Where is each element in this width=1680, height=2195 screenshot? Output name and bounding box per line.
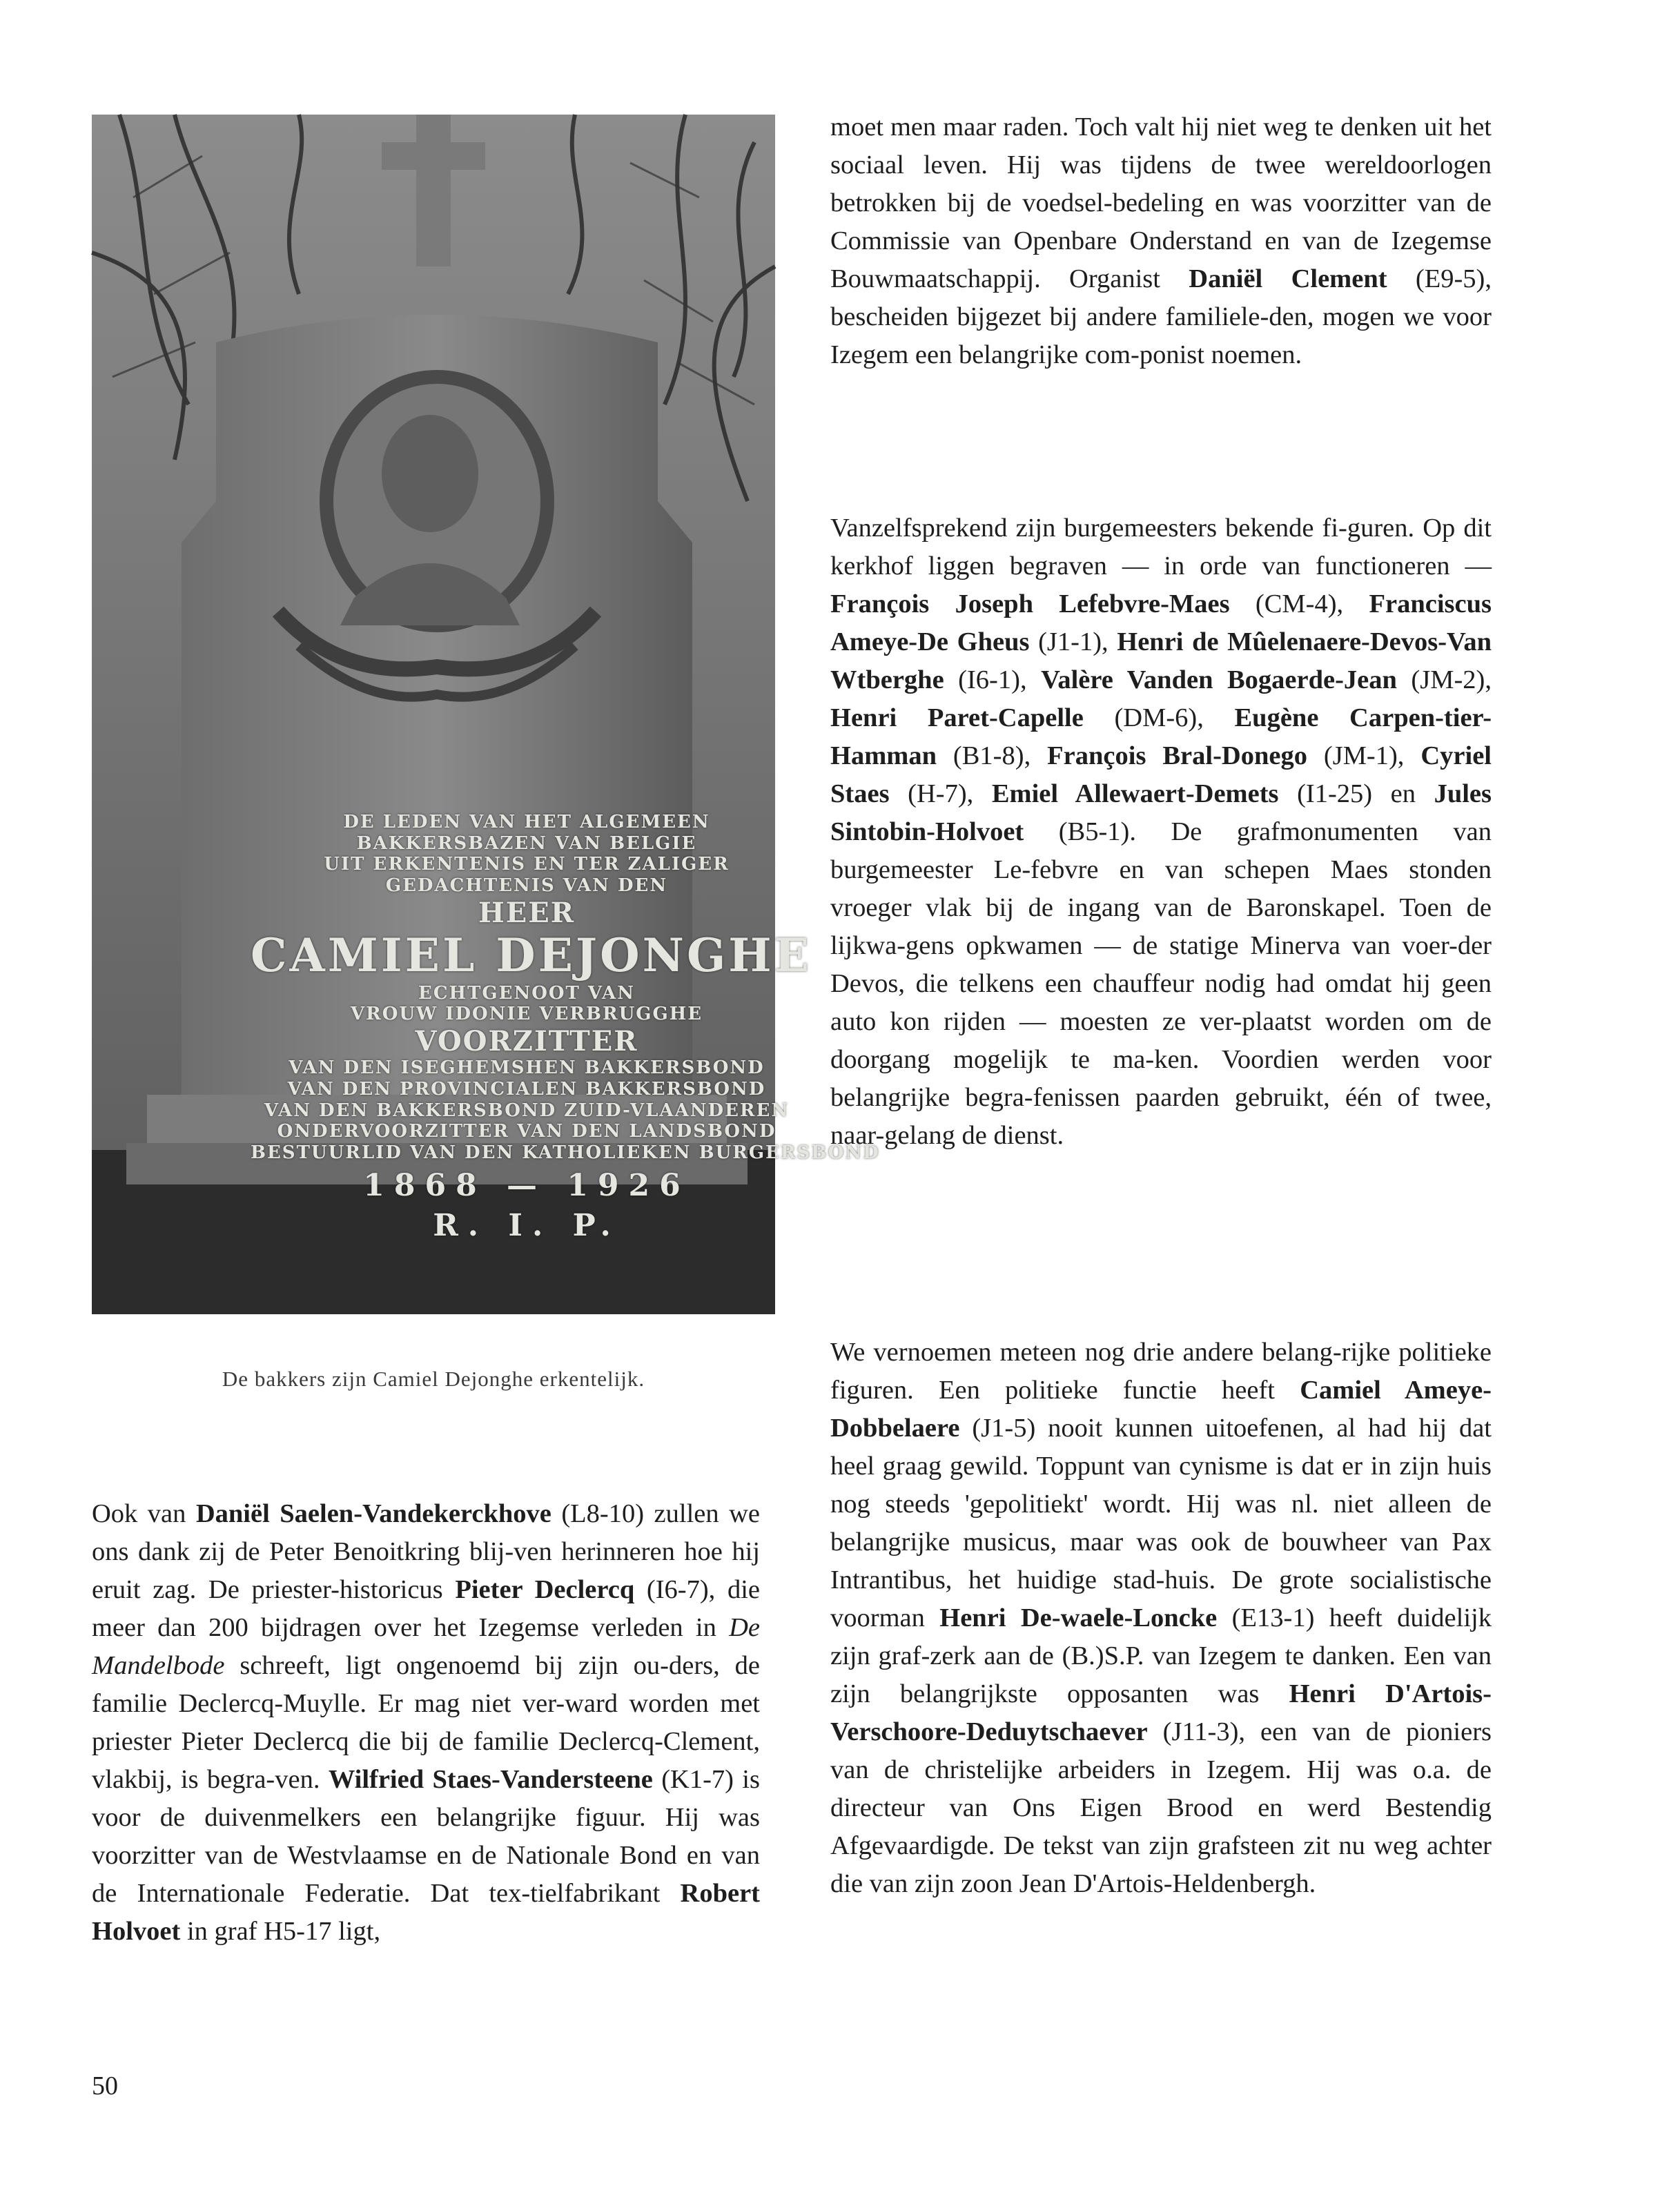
paragraph [830,1334,1492,1903]
person-name: François Joseph Lefebvre-Maes [830,589,1230,618]
inscription-line: BESTUURLID VAN DEN KATHOLIEKEN BURGERSBOND [251,1142,880,1163]
text-run: (J1-1), [1029,627,1117,656]
text-run: (JM-2), [1396,665,1492,694]
person-name: Jules Sintobin-Holvoet [830,779,1492,846]
inscription-name: CAMIEL DEJONGHE [251,928,812,982]
paragraph [92,1495,760,1951]
tombstone-photo [92,115,880,1314]
text-run: (J1-5) nooit kunnen uitoefenen, al had hij dat heel graag gewild. Toppunt van cynisme is dat er in zijn huis nog steeds 'gepolitiekt' wordt. Hij was nl. niet alleen de belangrijke musicus, maar was ook de bouwheer van Pax Intrantibus, het huidige stad-huis. De grote socialistische voorman [830,1414,1492,1632]
person-name: Cyriel Staes [830,741,1492,808]
inscription-line: UIT ERKENTENIS EN TER ZALIGER [324,854,730,875]
text-run: (K1-7) is voor de duivenmelkers een belangrijke figuur. Hij was voorzitter van de Westvlaamse en de Nationale Bond en van de Internationale Federatie. Dat tex-tielfabrikant [92,1765,760,1908]
person-name: Camiel Ameye-Dobbelaere [830,1376,1492,1443]
inscription-line: HEER [478,896,575,929]
right-column-paragraph-2 [830,509,1492,1155]
text-run: (L8-10) zullen we ons dank zij de Peter Benoitkring blij-ven herinneren hoe hij eruit zag. De priester-historicus [92,1499,760,1604]
person-name: Henri D'Artois-Verschoore-Deduytschaever [830,1679,1492,1746]
person-name: Eugène Carpen-tier-Hamman [830,703,1492,770]
text-run: in graf H5-17 ligt, [180,1917,381,1946]
inscription-line: DE LEDEN VAN HET ALGEMEEN [343,812,710,832]
text-run: (E9-5), bescheiden bijgezet bij andere familiele-den, mogen we voor Izegem een belangrijke com-ponist noemen. [830,264,1492,369]
person-name: Henri De-waele-Loncke [939,1603,1218,1632]
person-name: Henri de Mûelenaere-Devos-Van Wtberghe [830,627,1492,694]
person-name: Wilfried Staes-Vandersteene [328,1765,653,1794]
text-run: (I6-7), die meer dan 200 bijdragen over het Izegemse verleden in [92,1575,761,1642]
text-run: schreeft, ligt ongenoemd bij zijn ou-ders, de familie Declercq-Muylle. Er mag niet ver-ward worden met priester Pieter Declercq die bij de familie Declercq-Clement, vlakbij, is begra-ven. [92,1651,760,1794]
photo-caption: De bakkers zijn Camiel Dejonghe erkentelijk. [222,1367,645,1391]
person-name: Daniël Clement [1189,264,1387,293]
text-run: (JM-1), [1307,741,1421,770]
page-number: 50 [92,2071,118,2100]
inscription-years: 1868 — 1926 [363,1167,690,1203]
text-run: (E13-1) heeft duidelijk zijn graf-zerk aan de (B.)S.P. van Izegem te danken. Een van zijn belangrijkste opposanten was [830,1603,1492,1708]
text-run: (CM-4), [1229,589,1369,618]
paragraph [830,108,1492,374]
tombstone-inscription [251,812,880,1243]
person-name: Robert Holvoet [92,1879,760,1946]
person-name: Valère Vanden Bogaerde-Jean [1041,665,1397,694]
right-column-paragraph-3 [830,1334,1492,1903]
person-name: François Bral-Donego [1047,741,1307,770]
inscription-line: ONDERVOORZITTER VAN DEN LANDSBOND [277,1121,776,1142]
inscription-line: VROUW IDONIE VERBRUGGHE [350,1004,703,1025]
text-run: (H-7), [889,779,992,808]
text-run: moet men maar raden. Toch valt hij niet weg te denken uit het sociaal leven. Hij was tijdens de twee wereldoorlogen betrokken bij de voedsel-bedeling en was voorzitter van de Commissie van Openbare Onderstand en van de Izegemse Bouwmaatschappij. Organist [830,113,1492,293]
inscription-line: VAN DEN PROVINCIALEN BAKKERSBOND [287,1078,766,1100]
text-run: Vanzelfsprekend zijn burgemeesters bekende fi-guren. Op dit kerkhof liggen begraven — in orde van functioneren — [830,514,1492,581]
text-run: Ook van [92,1499,196,1528]
person-name: Daniël Saelen-Vandekerckhove [195,1499,551,1528]
inscription-line: VAN DEN ISEGHEMSHEN BAKKERSBOND [289,1057,765,1079]
text-run: (B1-8), [937,741,1048,770]
text-run: (I1-25) en [1278,779,1434,808]
inscription-line: ECHTGENOOT VAN [418,982,635,1004]
text-run: (B5-1). De grafmonumenten van burgemeester Le-febvre en van schepen Maes stonden vroeger vlak bij de ingang van de Baronskapel. Toen de lijkwa-gens opkwamen — de statige Minerva van voer-der Devos, die telkens een chauffeur nodig had omdat hij geen auto kon rijden — moesten ze ver-plaatst worden om de doorgang mogelijk te ma-ken. Voordien werden voor belangrijke begra-fenissen paarden gebruikt, één of twee, naar-gelang de dienst. [830,817,1492,1150]
person-name: Emiel Allewaert-Demets [991,779,1279,808]
publication-title: De Mandelbode [92,1613,760,1680]
paragraph [830,509,1492,1155]
person-name: Franciscus Ameye-De Gheus [830,589,1492,656]
text-run: (I6-1), [944,665,1042,694]
inscription-line: VAN DEN BAKKERSBOND ZUID-VLAANDEREN [264,1100,790,1121]
left-column [92,1495,760,1951]
inscription-rip: R. I. P. [433,1207,621,1243]
inscription-line: BAKKERSBAZEN VAN BELGIE [356,832,697,854]
inscription-line: GEDACHTENIS VAN DEN [385,875,668,897]
person-name: Henri Paret-Capelle [830,703,1084,732]
text-run: (DM-6), [1083,703,1235,732]
right-column-paragraph-1 [830,108,1492,374]
person-name: Pieter Declercq [455,1575,635,1604]
inscription-line: VOORZITTER [415,1025,638,1058]
text-run: We vernoemen meteen nog drie andere belang-rijke politieke figuren. Een politieke functie heeft [830,1338,1492,1405]
text-run: (J11-3), een van de pioniers van de christelijke arbeiders in Izegem. Hij was o.a. de directeur van Ons Eigen Brood en werd Bestendig Afgevaardigde. De tekst van zijn grafsteen zit nu weg achter die van zijn zoon Jean D'Artois-Heldenbergh. [830,1717,1492,1898]
